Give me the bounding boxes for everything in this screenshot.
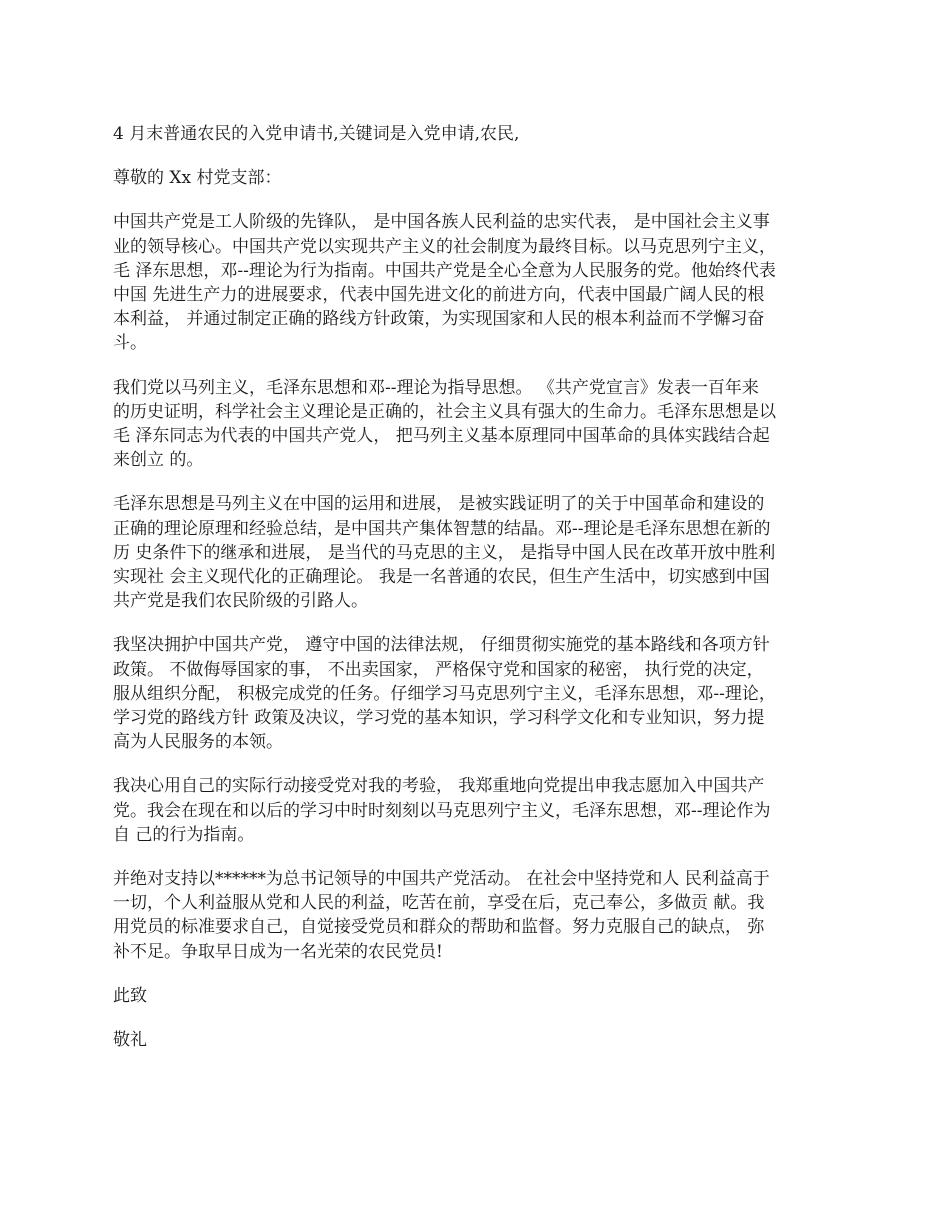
paragraph-line: 中国共产党是工人阶级的先锋队， 是中国各族人民利益的忠实代表， 是中国社会主义事 [113,212,770,233]
closing-cizhi: 此致 [113,985,147,1006]
closing-jingli: 敬礼 [113,1030,147,1051]
paragraph-line: 用党员的标准要求自己，自觉接受党员和群众的帮助和监督。努力克服自己的缺点， 弥 [113,917,765,938]
paragraph-line: 政策。 不做侮辱国家的事， 不出卖国家， 严格保守党和国家的秘密， 执行党的决定， [113,659,764,680]
paragraph-line: 历 史条件下的继承和进展， 是当代的马克思的主义， 是指导中国人民在改革开放中胜利 [113,542,776,563]
paragraph-line: 学习党的路线方针 政策及决议，学习党的基本知识，学习科学文化和专业知识，努力提 [113,708,765,729]
paragraph-line: 斗。 [113,333,147,354]
paragraph-line: 自 己的行为指南。 [113,824,255,845]
paragraph-line: 毛泽东思想是马列主义在中国的运用和进展， 是被实践证明了的关于中国革命和建设的 [113,494,765,515]
body-paragraph [113,633,841,754]
paragraph-line: 党。我会在现在和以后的学习中时时刻刻以马克思列宁主义，毛泽东思想，邓--理论作为 [113,800,771,821]
paragraph-line: 补不足。争取早日成为一名光荣的农民党员! [113,941,443,962]
body-paragraph [113,376,841,473]
paragraph-line: 共产党是我们农民阶级的引路人。 [113,591,368,612]
paragraph-line: 正确的理论原理和经验总结，是中国共产集体智慧的结晶。邓--理论是毛泽东思想在新的 [113,518,771,539]
paragraph-line: 高为人民服务的本领。 [113,732,283,753]
paragraph-line: 我决心用自己的实际行动接受党对我的考验， 我郑重地向党提出申我志愿加入中国共产 [113,776,765,797]
paragraph-line: 服从组织分配， 积极完成党的任务。仔细学习马克思列宁主义，毛泽东思想，邓--理论， [113,683,776,704]
body-paragraph [113,210,841,355]
paragraph-line: 本利益， 并通过制定正确的路线方针政策，为实现国家和人民的根本利益而不学懈习奋 [113,309,765,330]
paragraph-line: 毛 泽东思想，邓--理论为行为指南。中国共产党是全心全意为人民服务的党。他始终代表 [113,260,776,281]
paragraph-line: 一切，个人利益服从党和人民的利益，吃苦在前，享受在后，克己奉公，多做贡 献。我 [113,893,765,914]
paragraph-line: 并绝对支持以******为总书记领导的中国共产党活动。 在社会中坚持党和人 民利益高于 [113,869,770,890]
document-page [113,122,841,1072]
salutation: 尊敬的 Xx 村党支部： [113,168,282,189]
paragraph-line: 我坚决拥护中国共产党， 遵守中国的法律法规， 仔细贯彻实施党的基本路线和各项方针 [113,635,770,656]
paragraph-line: 我们党以马列主义，毛泽东思想和邓--理论为指导思想。 《共产党宣言》发表一百年来 [113,377,759,398]
paragraph-line: 中国 先进生产力的进展要求，代表中国先进文化的前进方向，代表中国最广阔人民的根 [113,285,765,306]
body-paragraph [113,867,841,964]
paragraph-line: 毛 泽东同志为代表的中国共产党人， 把马列主义基本原理同中国革命的具体实践结合起 [113,426,770,447]
paragraph-line: 业的领导核心。中国共产党以实现共产主义的社会制度为最终目标。以马克思列宁主义， [113,236,776,257]
body-paragraph [113,492,841,613]
document-title-line: 4 月末普通农民的入党申请书,关键词是入党申请,农民, [113,124,520,144]
paragraph-line: 的历史证明，科学社会主义理论是正确的，社会主义具有强大的生命力。毛泽东思想是以 [113,401,776,422]
body-paragraphs [113,210,841,963]
paragraph-line: 来创立 的。 [113,450,204,471]
paragraph-line: 实现社 会主义现代化的正确理论。 我是一名普通的农民，但生产生活中，切实感到中国 [113,567,770,588]
body-paragraph [113,774,841,847]
